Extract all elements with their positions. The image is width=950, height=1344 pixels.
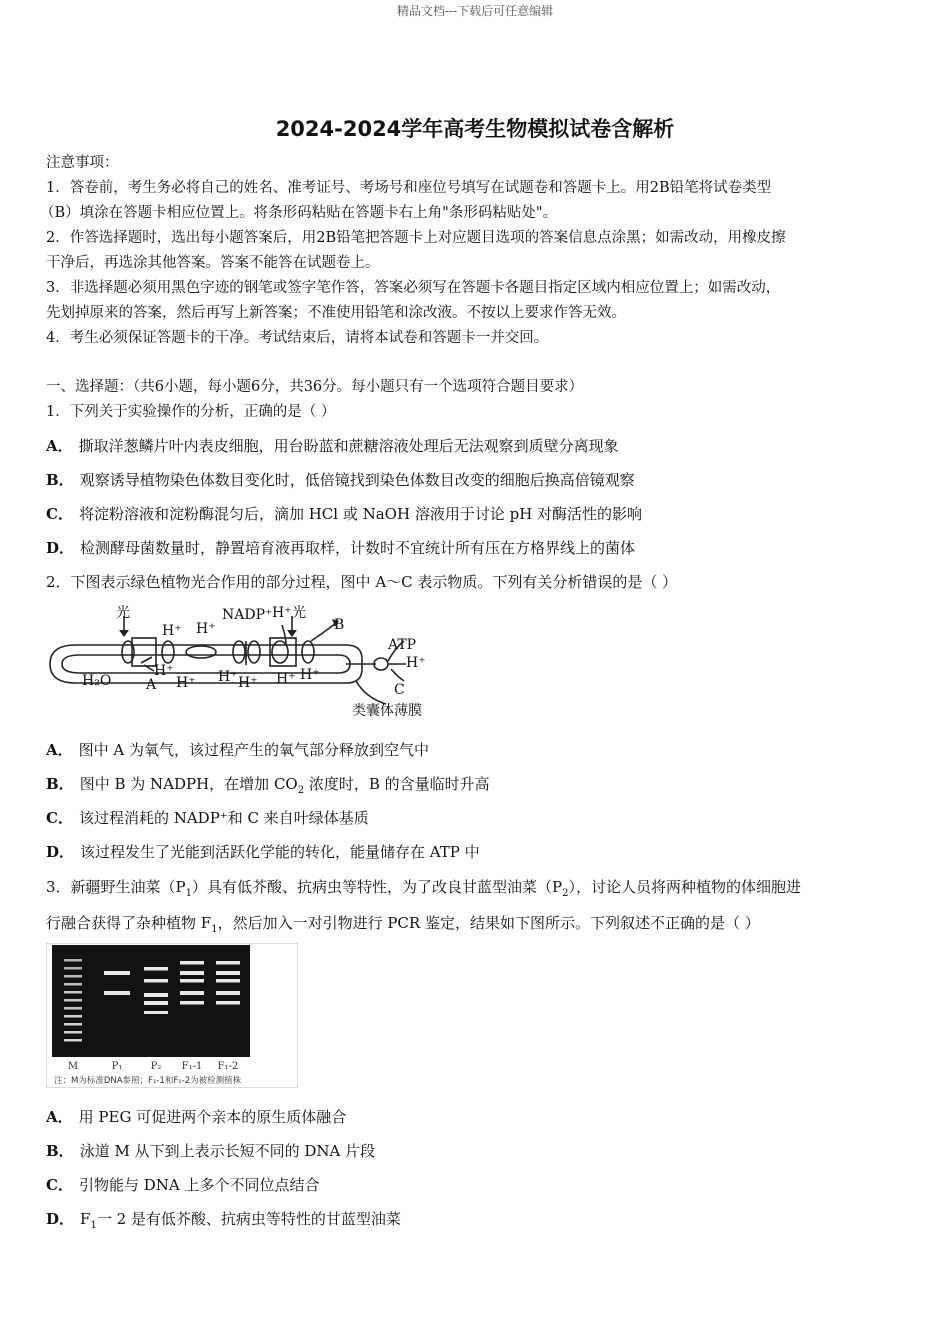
q2-option-b-sub: 2 [297,785,305,796]
notice-line-7: 4．考生必须保证答题卡的干净。考试结束后，请将本试卷和答题卡一并交回。 [46,330,549,346]
q3-option-c[interactable]: C． 引物能与 DNA 上多个不同位点结合 [46,1176,320,1194]
notice-heading: 注意事项： [46,155,119,171]
notice-line-3: 2．作答选择题时，选出每小题答案后，用2B铅笔把答题卡上对应题目选项的答案信息点涂黑；如需改动，用橡皮擦 [46,230,786,246]
q3-option-d-text: F [80,1210,91,1228]
lane-p2: P₂ [150,1061,162,1072]
q2-stem: 2．下图表示绿色植物光合作用的部分过程，图中 A～C 表示物质。下列有关分析错误的是（ ） [46,573,678,591]
page-title: 2024-2024学年高考生物模拟试卷含解析 [275,117,675,141]
q3-option-b-text: 泳道 M 从下到上表示长短不同的 DNA 片段 [79,1142,376,1160]
photosynthesis-diagram [46,603,446,721]
q1-option-d[interactable]: D． 检测酵母菌数量时，静置培育液再取样，计数时不宜统计所有压在方格界线上的菌体 [46,539,636,557]
q3-option-c-text: 引物能与 DNA 上多个不同位点结合 [78,1176,320,1194]
lane-m: M [67,1061,79,1072]
q2-option-d[interactable]: D． 该过程发生了光能到活跃化学能的转化，能量储存在 ATP 中 [46,843,480,861]
q1-option-d-text: 检测酵母菌数量时，静置培育液再取样，计数时不宜统计所有压在方格界线上的菌体 [80,539,636,557]
q3-option-b[interactable]: B． 泳道 M 从下到上表示长短不同的 DNA 片段 [46,1142,376,1160]
q2-option-a[interactable]: A． 图中 A 为氧气，该过程产生的氧气部分释放到空气中 [46,741,430,759]
label-h2o: H₂O [82,673,112,689]
q3-option-a-text: 用 PEG 可促进两个亲本的原生质体融合 [78,1108,347,1126]
label-h-3: H⁺ [272,605,292,621]
label-h-7: H⁺ [218,669,238,685]
q1-option-b-text: 观察诱导植物染色体数目变化时，低倍镜找到染色体数目改变的细胞后换高倍镜观察 [79,471,635,489]
label-h-5: H⁺ [154,663,174,679]
notice-line-6: 先划掉原来的答案，然后再写上新答案；不准使用铅笔和涂改液。不按以上要求作答无效。 [46,305,626,321]
label-nadp: NADP⁺ [222,607,273,623]
label-membrane: 类囊体薄膜 [352,703,422,719]
q3-stem-sub-3: 1 [211,924,218,935]
label-a: A [146,677,157,693]
label-h-10: H⁺ [300,667,320,683]
q3-option-d-sub: 1 [90,1220,97,1231]
q1-option-a[interactable]: A． 撕取洋葱鳞片叶内表皮细胞，用台盼蓝和蔗糖溶液处理后无法观察到质壁分离现象 [46,437,619,455]
label-h-4: H⁺ [406,655,426,671]
q3-stem-b: ）具有低芥酸、抗病虫等特性，为了改良甘蓝型油菜（P [192,878,563,896]
lane-f1-2: F₁-2 [217,1061,239,1072]
q3-stem-e: ，然后加入一对引物进行 PCR 鉴定，结果如下图所示。下列叙述不正确的是（ ） [217,914,760,932]
q1-option-c[interactable]: C． 将淀粉溶液和淀粉酶混匀后，滴加 HCl 或 NaOH 溶液用于讨论 pH 对酶活性的影响 [46,505,643,523]
q2-option-d-text: 该过程发生了光能到活跃化学能的转化，能量储存在 ATP 中 [80,843,480,861]
label-h-8: H⁺ [238,675,258,691]
q1-option-c-text: 将淀粉溶液和淀粉酶混匀后，滴加 HCl 或 NaOH 溶液用于讨论 pH 对酶活性的影响 [78,505,643,523]
notice-line-5: 3．非选择题必须用黑色字迹的钢笔或签字笔作答，答案必须写在答题卡各题目指定区域内相应位置上；如需改动， [46,280,781,296]
gel-note: 注：M为标准DNA参照；F₁-1和F₁-2为被检测植株 [54,1076,242,1086]
q3-stem-c: ），讨论人员将两种植物的体细胞进 [568,878,802,896]
q2-option-c[interactable]: C． 该过程消耗的 NADP⁺和 C 来自叶绿体基质 [46,809,369,827]
label-h-2: H⁺ [196,621,216,637]
q3-stem-d: 行融合获得了杂种植物 F [46,914,212,932]
q2-option-b[interactable]: B． 图中 B 为 NADPH，在增加 $CO_2$ 浓度时，B 的含量临时升高 [46,775,490,796]
label-b: B [334,617,345,633]
label-h-9: H⁺ [276,671,296,687]
lane-p1: P₁ [111,1061,123,1072]
notice-line-4: 干净后，再选涂其他答案。答案不能答在试题卷上。 [46,255,380,271]
label-c: C [394,682,405,698]
label-h-6: H⁺ [176,675,196,691]
q1-option-a-text: 撕取洋葱鳞片叶内表皮细胞，用台盼蓝和蔗糖溶液处理后无法观察到质壁分离现象 [78,437,619,455]
label-atp: ATP [388,637,417,653]
section-heading: 一、选择题：（共6小题，每小题6分，共36分。每小题只有一个选项符合题目要求） [46,379,584,395]
label-light-1: 光 [116,605,130,621]
notice-line-1: 1．答卷前，考生务必将自己的姓名、准考证号、考场号和座位号填写在试题卷和答题卡上。用2B铅笔将试卷类型 [46,180,772,196]
q1-stem: 1．下列关于实验操作的分析，正确的是（ ） [46,404,336,420]
page-header: 精品文档---下载后可任意编辑 [396,4,554,18]
q3-stem-a: 3．新疆野生油菜（P [46,878,186,896]
lane-f1-1: F₁-1 [181,1061,203,1072]
label-h-1: H⁺ [162,623,182,639]
q3-stem-sub-1: 1 [185,888,193,899]
q2-option-a-text: 图中 A 为氧气，该过程产生的氧气部分释放到空气中 [78,741,430,759]
q2-option-b-text-2: 浓度时，B 的含量临时升高 [304,775,490,793]
q3-option-d-text-2: 一 2 是有低芥酸、抗病虫等特性的甘蓝型油菜 [96,1210,401,1228]
q2-option-c-text: 该过程消耗的 NADP⁺和 C 来自叶绿体基质 [78,809,369,827]
q3-stem-sub-2: 2 [562,888,569,899]
notice-line-2: （B）填涂在答题卡相应位置上。将条形码粘贴在答题卡右上角"条形码粘贴处"。 [40,205,557,221]
label-light-2: 光 [292,605,306,621]
q3-option-d[interactable]: D． $F_1$一 2 是有低芥酸、抗病虫等特性的甘蓝型油菜 [46,1210,401,1231]
q2-option-b-text: 图中 B 为 NADPH，在增加 CO [79,775,298,793]
q3-stem-line-2 [46,913,760,940]
q1-option-b[interactable]: B． 观察诱导植物染色体数目变化时，低倍镜找到染色体数目改变的细胞后换高倍镜观察 [46,471,635,489]
q3-option-a[interactable]: A． 用 PEG 可促进两个亲本的原生质体融合 [46,1108,347,1126]
q3-stem-line-1 [46,877,801,904]
pcr-gel-image [46,943,298,1088]
